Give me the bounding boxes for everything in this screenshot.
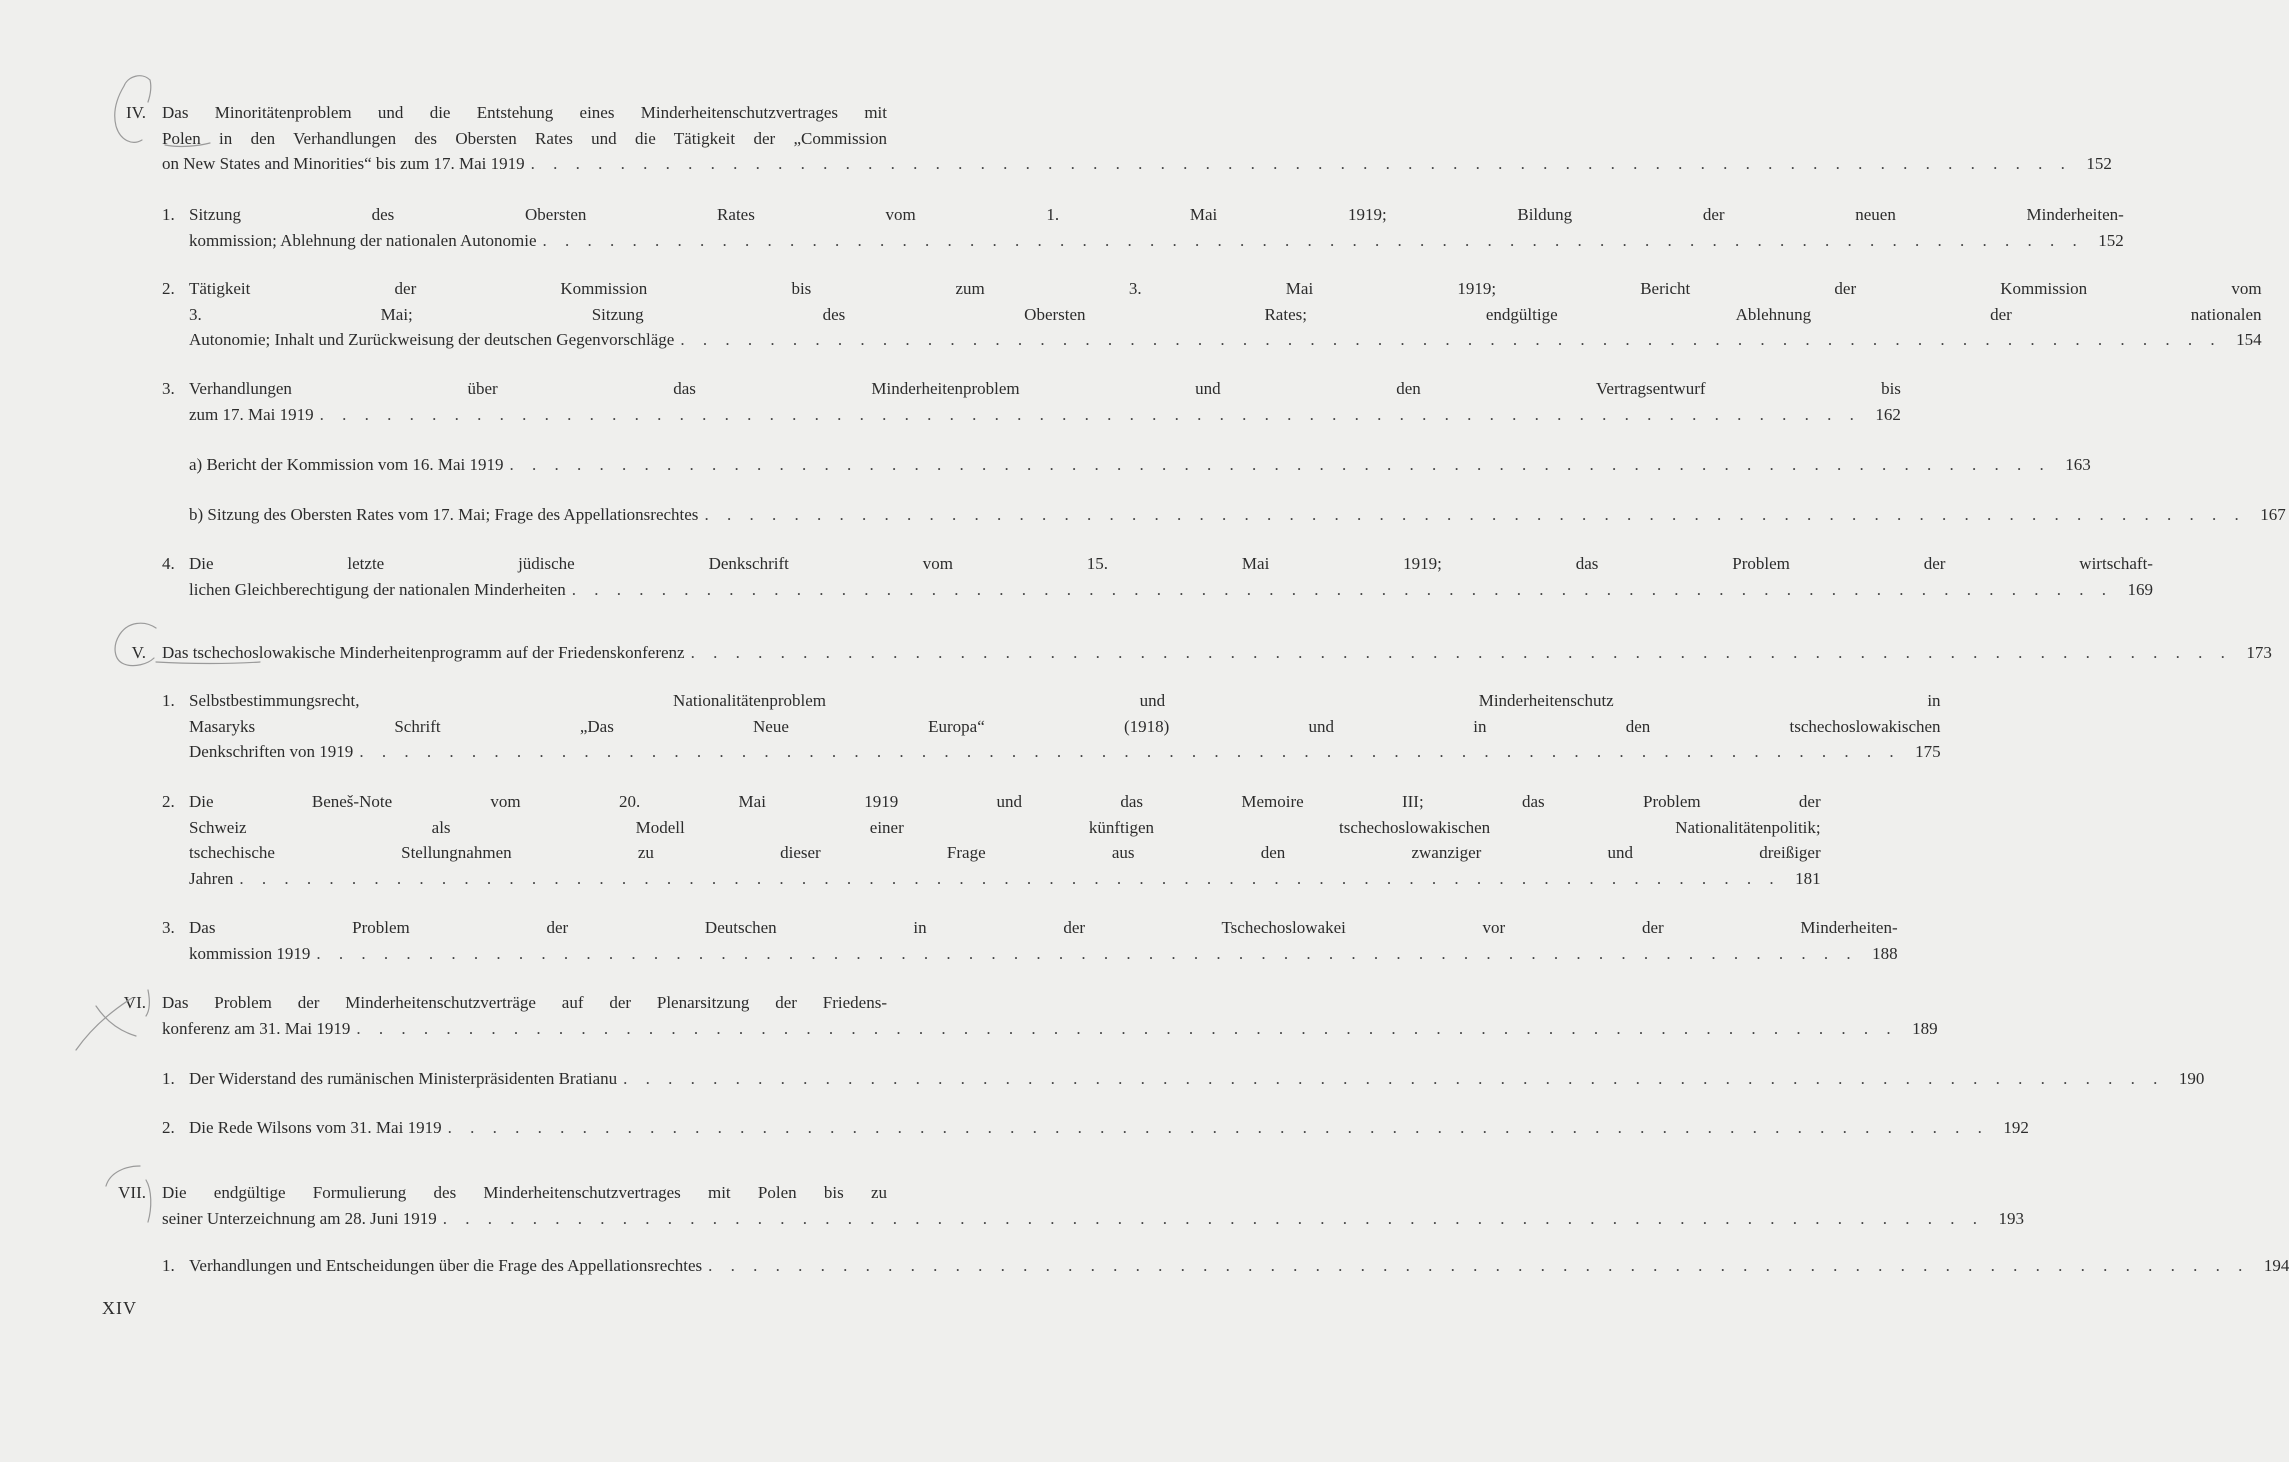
leader-dots [572, 577, 2113, 603]
toc-line: Schweiz als Modell einer künftigen tschechoslowakischen Nationalitätenpolitik; [189, 817, 1821, 837]
page-number: 167 [2260, 505, 2286, 524]
leader-dots [239, 866, 1780, 892]
toc-line: on New States and Minorities“ bis zum 17. Mai 1919 [162, 154, 525, 173]
toc-line: Verhandlungen über das Minderheitenproblem und den Vertragsentwurf bis [189, 379, 1901, 398]
page-number: 190 [2178, 1069, 2205, 1088]
page-number: 163 [2065, 455, 2091, 474]
toc-line: kommission 1919 [189, 943, 311, 963]
toc-section-iv-3 [162, 376, 1901, 427]
leader-dots [448, 1115, 1989, 1141]
toc-section-v-2 [162, 789, 1821, 891]
section-number: 2. [162, 279, 175, 298]
toc-subsection-iv-3b [189, 502, 2286, 528]
leader-dots [443, 1206, 1984, 1232]
toc-chapter-iv [162, 100, 2112, 177]
toc-line: Die Beneš-Note vom 20. Mai 1919 und das Memoire III; das Problem der [189, 792, 1821, 811]
leader-dots [531, 151, 2072, 177]
chapter-number: VI. [123, 993, 146, 1012]
pencil-circle-vi [146, 990, 149, 1016]
toc-line: Polen in den Verhandlungen des Obersten Rates und die Tätigkeit der „Commission [162, 128, 887, 148]
toc-line: Die endgültige Formulierung des Minderheitenschutzvertrages mit Polen bis zu [162, 1183, 887, 1202]
toc-section-iv-2 [162, 276, 2262, 353]
toc-section-vi-2 [162, 1115, 2029, 1141]
page-number: 152 [2086, 154, 2112, 173]
page-number: 193 [1998, 1208, 2025, 1228]
leader-dots [623, 1066, 2164, 1092]
toc-line: Autonomie; Inhalt und Zurückweisung der deutschen Gegenvorschläge [189, 330, 675, 349]
pencil-circle-vii-2 [146, 1180, 151, 1222]
toc-line: Denkschriften von 1919 [189, 742, 354, 761]
page-number: 169 [2127, 579, 2153, 599]
leader-dots [691, 640, 2232, 666]
toc-line: Sitzung des Obersten Rates vom 1. Mai 1919; Bildung der neuen Minderheiten- [189, 205, 2124, 224]
toc-chapter-vi [162, 990, 1938, 1041]
section-number: 1. [162, 1069, 175, 1088]
toc-line: zum 17. Mai 1919 [189, 404, 314, 424]
section-number: 3. [162, 379, 175, 398]
page-number: 173 [2246, 643, 2272, 662]
toc-line: b) Sitzung des Obersten Rates vom 17. Mai; Frage des Appellationsrechtes [189, 505, 699, 524]
leader-dots [509, 452, 2050, 478]
section-number: 1. [162, 1256, 175, 1275]
toc-line: Die letzte jüdische Denkschrift vom 15. Mai 1919; das Problem der wirtschaft- [189, 554, 2153, 573]
page-number: 162 [1875, 404, 1901, 424]
pencil-circle-iv-2 [148, 80, 151, 102]
toc-section-iv-1 [162, 202, 2124, 253]
toc-line: Tätigkeit der Kommission bis zum 3. Mai 1919; Bericht der Kommission vom [189, 279, 2262, 298]
page-number: 175 [1915, 742, 1941, 761]
toc-line: Jahren [189, 868, 234, 888]
toc-line: Das Minoritätenproblem und die Entstehung eines Minderheitenschutzvertrages mit [162, 103, 887, 122]
chapter-number: V. [131, 643, 146, 662]
section-number: 1. [162, 205, 175, 224]
page-number: 152 [2098, 230, 2124, 250]
toc-chapter-vii [162, 1180, 2025, 1231]
toc-line: konferenz am 31. Mai 1919 [162, 1018, 351, 1038]
toc-line: tschechische Stellungnahmen zu dieser Frage aus den zwanziger und dreißiger [189, 843, 1821, 862]
toc-line: 3. Mai; Sitzung des Obersten Rates; endgültige Ablehnung der nationalen [189, 304, 2262, 324]
leader-dots [704, 502, 2245, 528]
toc-line: kommission; Ablehnung der nationalen Autonomie [189, 230, 537, 250]
leader-dots [359, 739, 1900, 765]
section-number: 4. [162, 554, 175, 573]
toc-line: seiner Unterzeichnung am 28. Juni 1919 [162, 1208, 437, 1228]
toc-subsection-iv-3a [189, 452, 2091, 478]
toc-chapter-v [162, 640, 2272, 666]
toc-line: a) Bericht der Kommission vom 16. Mai 1919 [189, 455, 504, 474]
toc-section-v-1 [162, 688, 1941, 765]
chapter-number: IV. [126, 103, 146, 122]
toc-section-iv-4 [162, 551, 2153, 602]
section-number: 1. [162, 691, 175, 710]
page-number: 189 [1912, 1018, 1938, 1038]
toc-line: Verhandlungen und Entscheidungen über die Frage des Appellationsrechtes [189, 1256, 703, 1275]
toc-line: Selbstbestimmungsrecht, Nationalitätenproblem und Minderheitenschutz in [189, 691, 1941, 710]
toc-section-vi-1 [162, 1066, 2205, 1092]
toc-line: Das tschechoslowakische Minderheitenprogramm auf der Friedenskonferenz [162, 643, 685, 662]
page-folio: XIV [102, 1298, 137, 1318]
leader-dots [543, 228, 2084, 254]
leader-dots [316, 941, 1857, 967]
toc-line: Masaryks Schrift „Das Neue Europa“ (1918) und in den tschechoslowakischen [189, 716, 1941, 736]
page-number: 181 [1795, 868, 1821, 888]
section-number: 3. [162, 918, 175, 937]
page-number: 194 [2263, 1256, 2289, 1275]
toc-section-vii-1 [162, 1253, 2289, 1279]
toc-section-v-3 [162, 915, 1898, 966]
leader-dots [680, 327, 2221, 353]
toc-line: Das Problem der Minderheitenschutzverträge auf der Plenarsitzung der Friedens- [162, 993, 887, 1012]
page-number: 192 [2003, 1118, 2029, 1137]
section-number: 2. [162, 1118, 175, 1137]
toc-line: Der Widerstand des rumänischen Ministerpräsidenten Bratianu [189, 1069, 618, 1088]
toc-line: Die Rede Wilsons vom 31. Mai 1919 [189, 1118, 442, 1137]
section-number: 2. [162, 792, 175, 811]
page-number: 188 [1872, 943, 1898, 963]
toc-last-line [162, 151, 2112, 177]
chapter-number: VII. [118, 1183, 146, 1202]
leader-dots [320, 402, 1861, 428]
page-number: 154 [2236, 330, 2262, 349]
toc-line: Das Problem der Deutschen in der Tschechoslowakei vor der Minderheiten- [189, 918, 1898, 937]
leader-dots [356, 1016, 1897, 1042]
toc-line: lichen Gleichberechtigung der nationalen Minderheiten [189, 579, 566, 599]
leader-dots [708, 1253, 2249, 1279]
